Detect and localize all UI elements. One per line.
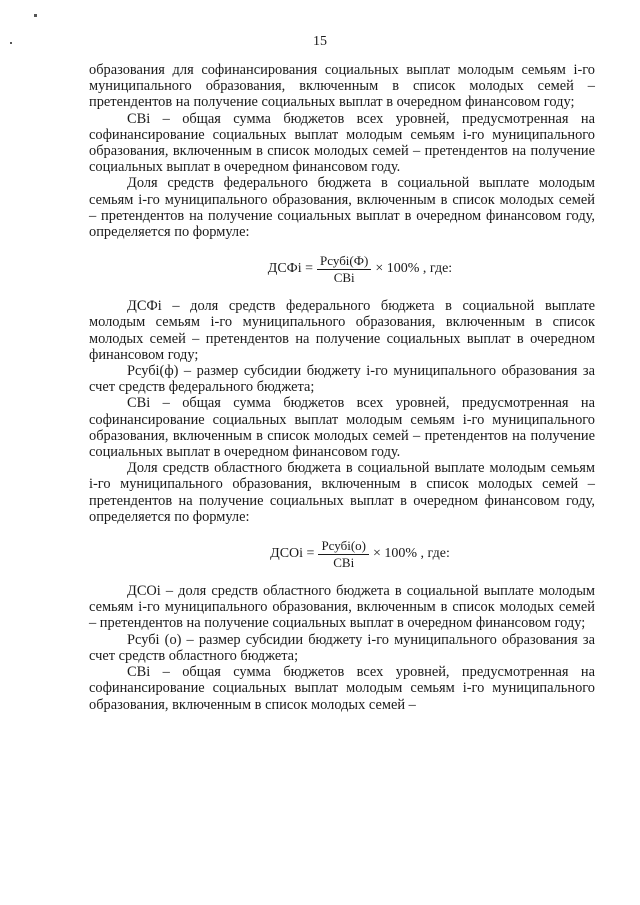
formula-regional-denominator: СВi [333, 554, 355, 570]
formula-federal [125, 240, 595, 298]
paragraph-1: образования для софинансирования социальных выплат молодым семьям i-го муниципального образования, включенным в список молодых семей – претендентов на получение социальных выплат в очередном финансовом году; [89, 62, 595, 111]
paragraph-8: ДСОi – доля средств областного бюджета в социальной выплате молодым семьям i-го муниципального образования, включенным в список молодых семей – претендентов на получение социальных выплат в очередном финансовом году; [89, 583, 595, 632]
formula-federal-denominator: СВi [333, 269, 355, 285]
paragraph-9: Рсубi (о) – размер субсидии бюджету i-го муниципального образования за счет средств областного бюджета; [89, 631, 595, 664]
formula-federal-fraction [317, 254, 371, 285]
formula-regional-rhs: × 100% , где: [373, 545, 450, 561]
formula-regional [125, 525, 595, 583]
formula-federal-numerator: Рсубi(Ф) [317, 254, 371, 270]
paragraph-3: Доля средств федерального бюджета в социальной выплате молодым семьям i-го муниципального образования, включенным в список молодых семей – претендентов на получение социальных выплат в очередном финансовом году, определяется по формуле: [89, 175, 595, 241]
page-number: 15 [313, 34, 327, 49]
paragraph-4: ДСФi – доля средств федерального бюджета в социальной выплате молодым семьям i-го муниципального образования, включенным в список молодых семей – претендентов на получение социальных выплат в очередном финансовом году; [89, 298, 595, 363]
paragraph-10: СВi – общая сумма бюджетов всех уровней, предусмотренная на софинансирование социальных выплат молодым семьям i-го муниципального образования, включенным в список молодых семей – [89, 664, 595, 713]
paragraph-5: Рсубi(ф) – размер субсидии бюджету i-го муниципального образования за счет средств федерального бюджета; [89, 363, 595, 396]
paragraph-7: Доля средств областного бюджета в социальной выплате молодым семьям i-го муниципального образования, включенным в список молодых семей – претендентов на получение социальных выплат в очередном финансовом году, определяется по формуле: [89, 460, 595, 525]
scan-mark-top [34, 14, 37, 17]
paragraph-2: СВi – общая сумма бюджетов всех уровней, предусмотренная на софинансирование социальных выплат молодым семьям i-го муниципального образования, включенным в список молодых семей – претендентов на получение социальных выплат в очередном финансовом году. [89, 110, 595, 176]
formula-regional-lhs: ДСОi = [270, 545, 315, 561]
formula-regional-fraction [318, 539, 369, 570]
document-body [89, 62, 595, 713]
formula-federal-rhs: × 100% , где: [375, 261, 453, 277]
formula-regional-numerator: Рсубi(о) [318, 539, 369, 555]
paragraph-6: СВi – общая сумма бюджетов всех уровней, предусмотренная на софинансирование социальных выплат молодым семьям i-го муниципального образования, включенным в список молодых семей – претендентов на получение социальных выплат в очередном финансовом году. [89, 395, 595, 461]
formula-federal-lhs: ДСФi = [267, 261, 314, 277]
